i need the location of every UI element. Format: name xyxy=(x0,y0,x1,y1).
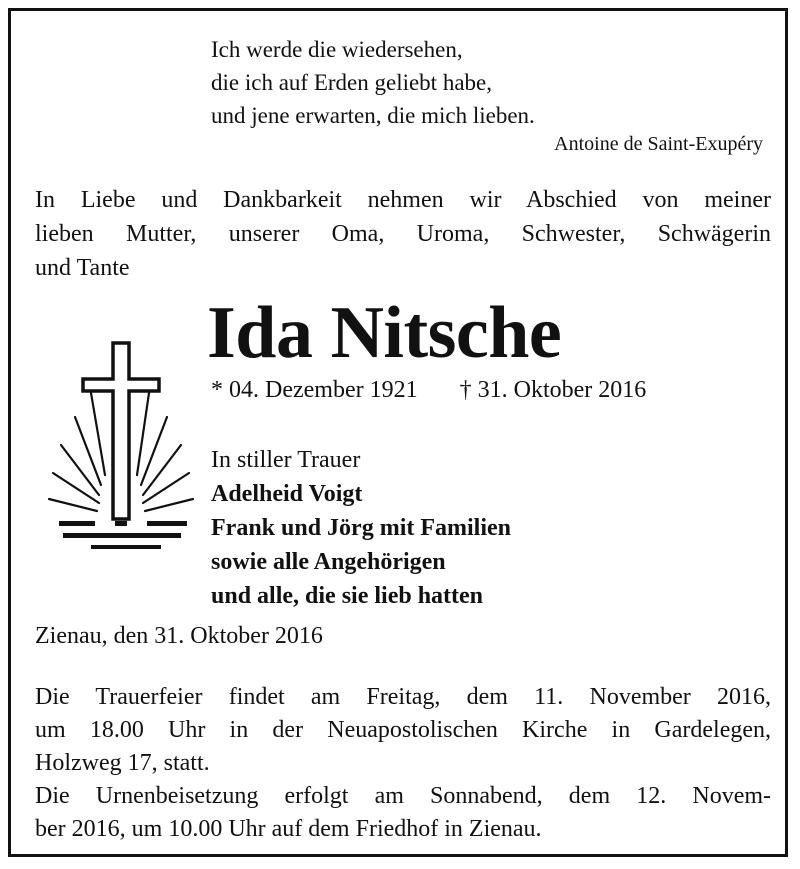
poem-line: die ich auf Erden geliebt habe, xyxy=(211,70,492,95)
details-line: ber 2016, um 10.00 Uhr auf dem Friedhof in Zienau. xyxy=(35,816,542,842)
intro-line: und Tante xyxy=(35,255,130,281)
poem-author: Antoine de Saint-Exupéry xyxy=(554,133,763,155)
mourners-heading: In stiller Trauer xyxy=(211,447,361,473)
life-dates xyxy=(211,377,646,404)
mourner-name: sowie alle Angehörigen xyxy=(211,549,446,575)
poem-line: und jene erwarten, die mich lieben. xyxy=(211,103,535,128)
mourner-name: Frank und Jörg mit Familien xyxy=(211,515,512,541)
poem-line: Ich werde die wiedersehen, xyxy=(211,37,463,62)
place-date: Zienau, den 31. Oktober 2016 xyxy=(35,623,323,649)
details-line: Holzweg 17, statt. xyxy=(35,750,210,776)
death-date: † 31. Oktober 2016 xyxy=(459,377,647,403)
funeral-details xyxy=(35,681,771,846)
cross-sunrise-icon xyxy=(41,333,201,555)
birth-date: * 04. Dezember 1921 xyxy=(211,377,418,403)
details-line: Die Trauerfeier findet am Freitag, dem 11. November 2016, xyxy=(35,684,771,710)
deceased-name: Ida Nitsche xyxy=(207,292,562,374)
intro-line: In Liebe und Dankbarkeit nehmen wir Abschied von meiner xyxy=(35,187,771,213)
poem-quote xyxy=(211,33,535,132)
mourner-name: Adelheid Voigt xyxy=(211,481,363,507)
mourner-name: und alle, die sie lieb hatten xyxy=(211,583,484,609)
details-line: um 18.00 Uhr in der Neuapostolischen Kirche in Gardelegen, xyxy=(35,717,771,743)
details-line: Die Urnenbeisetzung erfolgt am Sonnabend, dem 12. Novem- xyxy=(35,783,771,809)
intro-line: lieben Mutter, unserer Oma, Uroma, Schwester, Schwägerin xyxy=(35,221,771,247)
mourners-block xyxy=(211,443,511,613)
obituary-notice xyxy=(8,8,788,857)
intro-text xyxy=(35,183,771,285)
